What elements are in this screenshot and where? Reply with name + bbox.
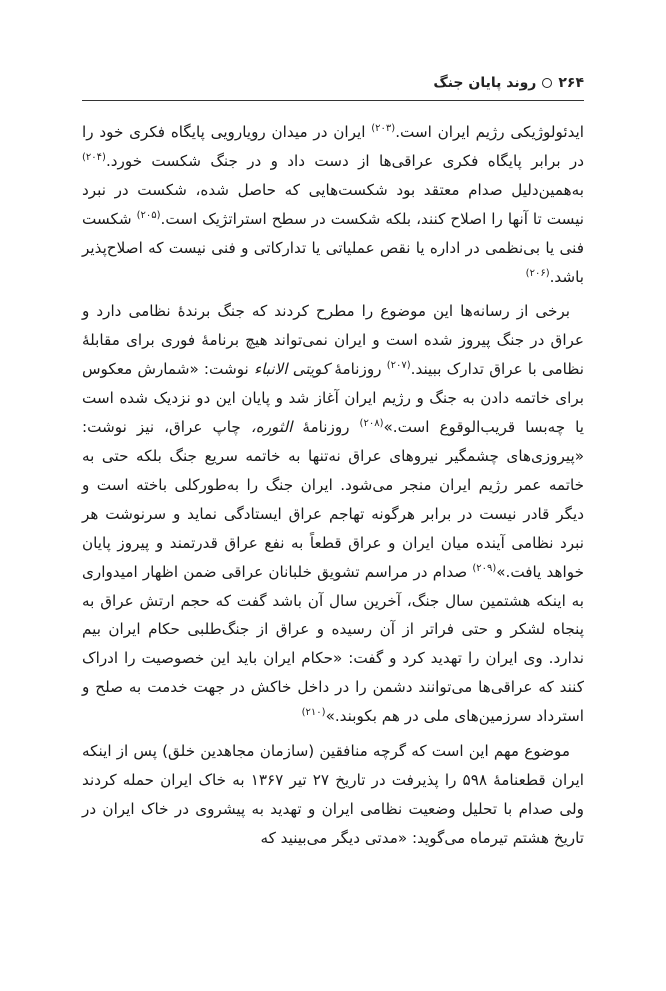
footnote-marker: (۲۰۳) xyxy=(371,122,396,134)
text-run: برخی از رسانه‌ها این موضوع را مطرح کردند که جنگ برندهٔ نظامی دارد و عراق در جنگ پیروز شده است و ایران نمی‌تواند هیچ برنامهٔ فوری برای مقابلهٔ نظامی با عراق تدارک ببیند. xyxy=(82,302,584,379)
newspaper-name: الثوره، xyxy=(250,418,293,437)
running-header xyxy=(82,70,584,96)
text-run: روزنامهٔ xyxy=(329,360,387,379)
text-run: روزنامهٔ xyxy=(292,418,360,437)
footnote-marker: (۲۰۹) xyxy=(472,562,497,574)
text-run: به‌همین‌دلیل صدام معتقد بود شکست‌هایی که حاصل شده، شکست در نبرد نیست تا آنها را اصلاح کنند، بلکه شکست در سطح استراتژیک است. xyxy=(82,180,584,228)
footnote-marker: (۲۰۶) xyxy=(525,267,550,279)
footnote-marker: (۲۱۰) xyxy=(301,707,326,719)
circle-separator-icon xyxy=(542,78,552,88)
paragraph-2 xyxy=(82,297,584,731)
body-text xyxy=(82,118,584,859)
text-run: موضوع مهم این است که گرچه منافقین (سازمان مجاهدین خلق) پس از اینکه ایران قطعنامهٔ ۵۹۸ را پذیرفت در تاریخ ۲۷ تیر ۱۳۶۷ به خاک ایران حمله کردند ولی صدام با تحلیل وضعیت نظامی ایران و تهدید به پیشروی در خاک ایران در تاریخ هشتم تیرماه می‌گوید: «مدتی دیگر می‌بینید که xyxy=(82,742,584,847)
page-number: ۲۶۴ xyxy=(558,75,584,91)
text-run: نوشت: «شمارش معکوس برای خاتمه دادن به جنگ و رژیم ایران آغاز شد و پایان این دو نزدیک شده است یا چه‌بسا قریب‌الوقوع است.» xyxy=(82,360,585,437)
chapter-title: روند پایان جنگ xyxy=(433,75,537,91)
footnote-marker: (۲۰۵) xyxy=(136,209,161,221)
text-run: صدام در مراسم تشویق خلبانان عراقی ضمن اظهار امیدواری به اینکه هشتمین سال جنگ، آخرین سال آن باشد گفت که حجم ارتش عراق به پنجاه لشکر و حتی فراتر از آن رسیده و عراق از جنگ‌طلبی حکام ایران بیم ندارد. وی ایران را تهدید کرد و گفت: «حکام ایران باید این خصوصیت را ادراک کنند که عراقی‌ها می‌توانند دشمن را در داخل خاکش در جهت خدمت به صلح و استرداد سرزمین‌های ملی در هم بکوبند.» xyxy=(82,562,584,726)
footnote-marker: (۲۰۷) xyxy=(386,360,411,372)
footnote-marker: (۲۰۴) xyxy=(82,151,106,163)
footnote-marker: (۲۰۸) xyxy=(359,418,384,429)
text-run: شکست فنی یا بی‌نظمی در اداره یا نقص عملیاتی یا تدارکاتی و فنی نیست که اصلاح‌پذیر باشد. xyxy=(82,209,584,286)
paragraph-1 xyxy=(82,118,584,291)
text-run: ایران در میدان رویارویی پایگاه فکری خود را در برابر پایگاه فکری عراقی‌ها از دست داد و در جنگ شکست خورد. xyxy=(82,123,584,170)
paragraph-3 xyxy=(82,737,584,853)
text-run: چاپ عراق، نیز نوشت: «پیروزی‌های چشمگیر نیروهای عراق نه‌تنها به خاتمه سریع جنگ بلکه حتی به خاتمه عمر رژیم ایران منجر می‌شود. ایران جنگ را به‌طورکلی باخته است و دیگر قادر نیست در برابر هرگونه تهاجم عراق ایستادگی نماید و سرنوشت هر نبرد نظامی آینده میان ایران و عراق قطعاً به نفع عراق قدرتمند و پیروز پایان خواهد یافت.» xyxy=(82,418,584,581)
newspaper-name: کویتی الانباء xyxy=(253,360,330,379)
text-run: ایدئولوژیکی رژیم ایران است. xyxy=(395,123,585,141)
header-divider xyxy=(82,100,584,101)
